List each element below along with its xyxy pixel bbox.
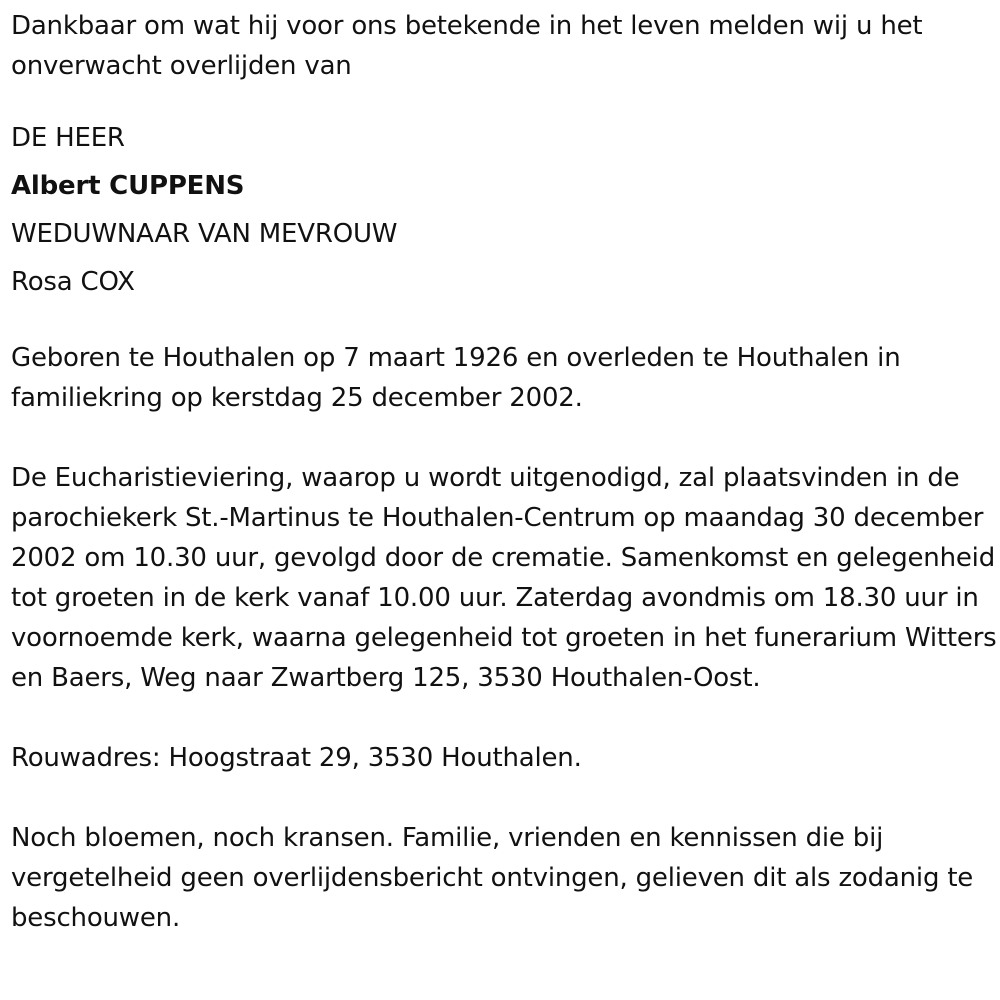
intro-paragraph: Dankbaar om wat hij voor ons betekende in het leven melden wij u het onverwacht overlijden van — [11, 11, 923, 81]
relation-line: WEDUWNAAR VAN MEVROUW — [11, 219, 398, 249]
salutation: DE HEER — [11, 123, 125, 153]
ceremony-paragraph: De Eucharistieviering, waarop u wordt uitgenodigd, zal plaatsvinden in de parochiekerk St.-Martinus te Houthalen-Centrum op maandag 30 december 2002 om 10.30 uur, gevolgd door de crematie. Samenkomst en gelegenheid tot groeten in de kerk vanaf 10.00 uur. Zaterdag avondmis om 18.30 uur in voornoemde kerk, waarna gelegenheid tot groeten in het funerarium Witters en Baers, Weg naar Zwartberg 125, 3530 Houthalen-Oost. — [11, 463, 997, 693]
mourning-address: Rouwadres: Hoogstraat 29, 3530 Houthalen. — [11, 743, 582, 773]
deceased-title-block — [11, 114, 1000, 306]
deceased-name: Albert CUPPENS — [11, 171, 245, 201]
closing-paragraph: Noch bloemen, noch kransen. Familie, vrienden en kennissen die bij vergetelheid geen overlijdensbericht ontvingen, gelieven dit als zodanig te beschouwen. — [11, 823, 974, 933]
birth-death-paragraph: Geboren te Houthalen op 7 maart 1926 en overleden te Houthalen in familiekring op kerstdag 25 december 2002. — [11, 343, 901, 413]
spouse-name: Rosa COX — [11, 267, 135, 297]
